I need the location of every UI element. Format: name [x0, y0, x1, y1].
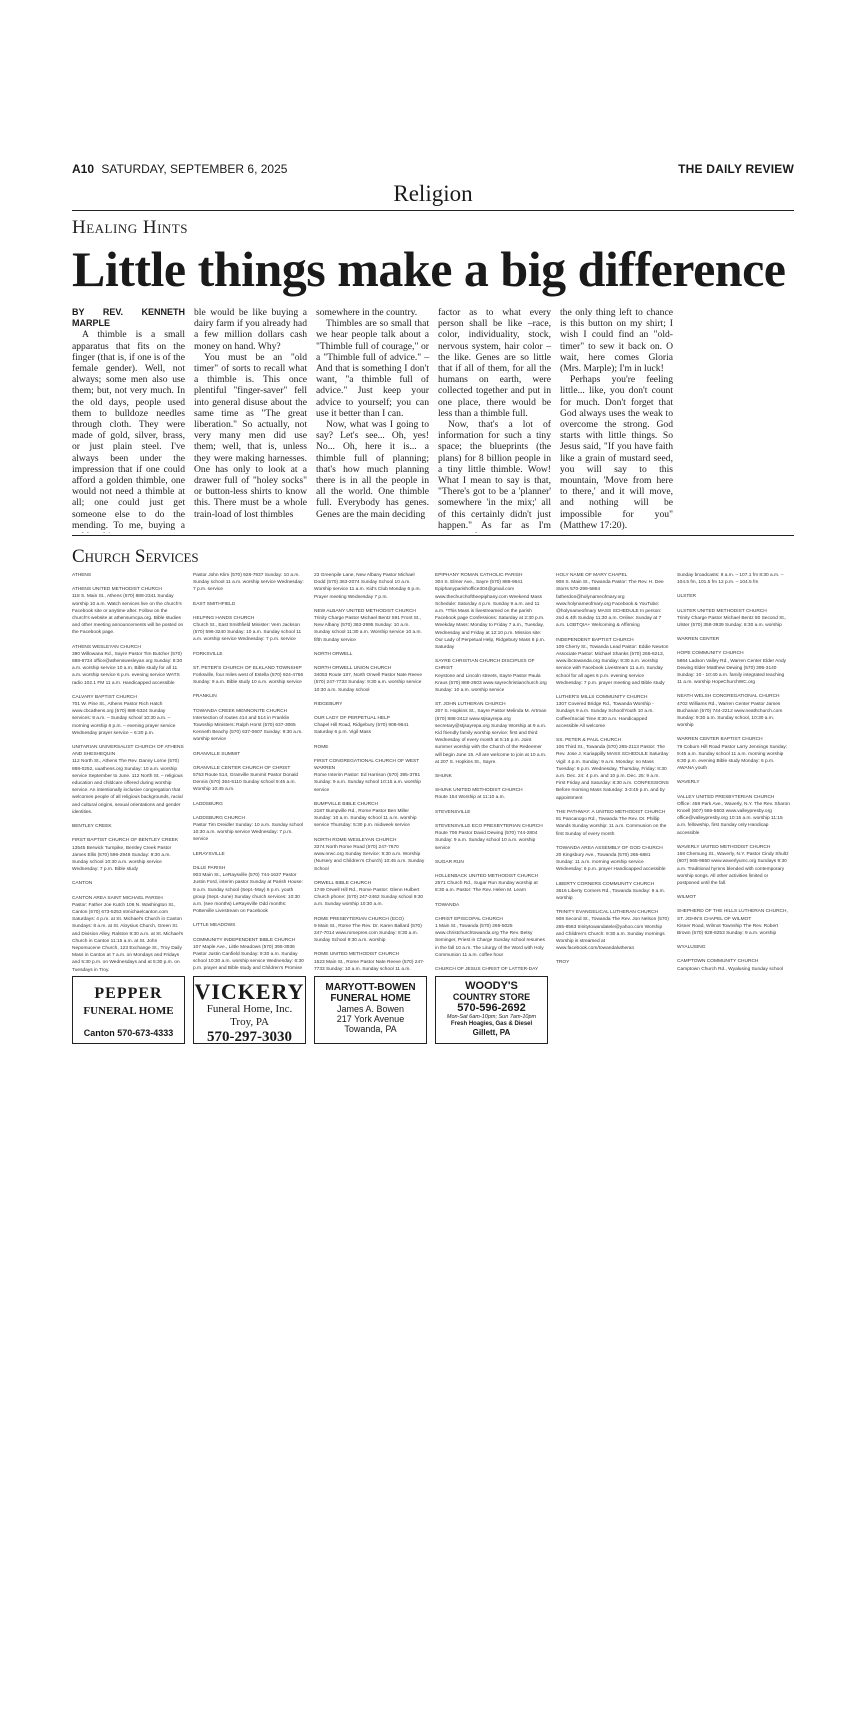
church-details: Trinity Charge Pastor Michael Bentz 591 Front St., New Albany (570) 363-2995 Sunday: 10 a.m. Sunday school 11:30 a.m. Worship service 10 a.m. fifth Sunday service — [314, 616, 422, 643]
church-entry — [314, 701, 427, 708]
church-entry — [193, 615, 306, 644]
section-rule — [72, 210, 794, 211]
listing-column — [435, 572, 548, 972]
church-entry — [314, 608, 427, 644]
church-name: ROME — [314, 744, 329, 750]
article-body — [72, 307, 794, 533]
church-name: EPIPHANY ROMAN CATHOLIC PARISH — [435, 573, 523, 578]
ad-person: James A. Bowen — [336, 1004, 405, 1014]
church-name: WYALUSING — [677, 945, 706, 951]
church-details: 1749 Orwell Hill Rd., Rome Pastor: Glenn Hulbert Church phone: (570) 247-2462 Sunday school 9:30 a.m. Sunday worship 10:30 a.m. — [314, 887, 424, 908]
church-entry — [314, 837, 427, 873]
church-entry — [435, 773, 548, 780]
article-paragraph: You must be an "old timer" of sorts to recall what a thimble is. This once plentiful "finger-saver" fell into general disuse about the same time as "The great liberation." So actually, not very many men did use them; well, that is, unless they were making harnesses. One has only to look at a drawer full of "holey socks" or button-less shirts to know this. There must be a whole train-load of lost thimbles — [194, 351, 307, 520]
church-entry — [193, 693, 306, 700]
listing-column — [193, 572, 306, 972]
church-entry — [677, 944, 790, 951]
church-name: LADDSBURG CHURCH — [193, 815, 245, 821]
article-column-4 — [438, 307, 551, 533]
church-entry — [193, 665, 306, 687]
church-entry — [314, 801, 427, 830]
church-name: ORWELL BIBLE CHURCH — [314, 880, 372, 886]
listing-column — [314, 572, 427, 972]
ad-phone: 570-673-4333 — [117, 1028, 174, 1038]
ad-name: VICKERY — [194, 979, 305, 1004]
church-name: LIBERTY CORNERS COMMUNITY CHURCH — [556, 881, 655, 887]
article-column-2 — [194, 307, 307, 533]
church-entry — [314, 651, 427, 658]
church-name: DILLE PARISH — [193, 865, 226, 871]
church-name: RIDGEBURY — [314, 701, 343, 707]
ad-town: Towanda, PA — [344, 1024, 397, 1034]
church-entry — [435, 902, 548, 909]
church-name: WAVERLY — [677, 780, 700, 786]
church-entry — [314, 744, 427, 751]
church-name: WARREN CENTER BAPTIST CHURCH — [677, 737, 763, 743]
church-listings — [72, 572, 794, 972]
church-details: 207 S. Hopkins St., Sayre Pastor Melinda M. Artman (570) 888-2412 www.stjsayrepa.org secretary@stjsayrepa.org Sunday Worship at 9 a.m. Kid friendly family worship service: first and third Wednesday of every month at 5:15 p.m. Joint summer worship with the Church of the Redeemer will begin June 15. All are welcome to join at 10 a.m. at 207 S. Hopkins St., Sayre. — [435, 709, 547, 765]
church-name: ROME UNITED METHODIST CHURCH — [314, 952, 400, 958]
church-entry — [193, 922, 306, 929]
church-name: GRANVILLE SUMMIT — [193, 751, 241, 757]
church-entry — [556, 845, 669, 874]
church-entry — [435, 809, 548, 816]
church-details: Chapel Hill Road, Ridgebury (570) 908-9641 Saturday 6 p.m. Vigil Mass — [314, 723, 409, 736]
church-entry — [193, 572, 306, 594]
church-details: 3616 Liberty Corners Rd., Towanda Sunday: 9 a.m. worship — [556, 888, 665, 901]
church-details: 5753 Route 514, Granville Summit Pastor Donald Dennis (570) 364-5110 Sunday school 9:45 a.m. Worship 10:45 a.m. — [193, 773, 299, 793]
church-details: Church St., East Smithfield Minister: Vern Jackson (570) 596-3240 Sunday: 10 a.m. Sunday school 11 a.m. worship service Wednesday: 7 p.m. service — [193, 623, 302, 643]
church-entry — [556, 694, 669, 730]
church-details: 118 S. Main St., Athens (570) 888-2341 Sunday worship 10 a.m. Watch services live on the church's Facebook site or anytime after. Follow on the church's website at athensumcpa.org. Bible studies and other meeting announcements will be posted on the Facebook page. — [72, 594, 184, 636]
ad-maryott-bowen — [314, 976, 427, 1044]
church-details: 13545 Berwick Turnpike, Bentley Creek Pastor James Ellis (570) 596-2948 Sunday: 9:30 a.m. Sunday school 10:30 a.m. worship service Wednesday: 7 p.m. Bible study — [72, 845, 172, 873]
church-name: STEVENSVILLE ECO PRESBYTERIAN CHURCH — [435, 823, 543, 829]
ad-name: PEPPER — [94, 985, 163, 1002]
church-name: INDEPENDENT BAPTIST CHURCH — [556, 637, 634, 643]
church-entry — [72, 572, 185, 579]
ad-contact — [73, 1028, 184, 1038]
church-name: CHURCH OF JESUS CHRIST OF LATTER-DAY — [435, 966, 539, 972]
church-name: UNITARIAN UNIVERSALIST CHURCH OF ATHENS AND SHESHEQUIN — [72, 745, 184, 758]
church-details: 20 Kingsbury Ave., Towanda (570) 265-6881 Sunday: 11 a.m. morning worship service Wednesday: 6 p.m. prayer Handicapped accessible — [556, 852, 666, 873]
church-details: Sunday broadcasts: 8 a.m. – 107.1 fm 8:30 a.m. – 104.5 fm, 101.5 fm 12 p.m. – 104.5 fm — [677, 573, 784, 586]
byline: BY REV. KENNETH MARPLE — [72, 307, 185, 329]
church-name: WARREN CENTER — [677, 637, 720, 643]
church-name: CAMPTOWN COMMUNITY CHURCH — [677, 959, 759, 965]
church-details: Intersection of routes 414 and 514 in Franklin Township Ministers: Ralph Horst (570) 637-3065 Kenneth Beachy (570) 637-0607 Sunday: 9:30 a.m. worship service — [193, 715, 303, 743]
listing-column — [72, 572, 185, 972]
church-details: 5864 Ladson Valley Rd., Warren Center Elder Andy Dewing Elder Matthew Dewing (570) 395-3140 Sunday: 10 - 10:40 a.m. family integrated teaching 11 a.m. worship HopeChurchWC.org — [677, 658, 787, 686]
church-name: LERAYSVILLE — [193, 851, 225, 857]
church-entry — [193, 708, 306, 744]
church-name: CHRIST EPISCOPAL CHURCH — [435, 916, 503, 922]
church-details: Kisner Road, Wilmot Township The Rev. Robert Brown (570) 928-8253 Sunday: 9 a.m. worship — [677, 923, 779, 936]
church-name: FIRST BAPTIST CHURCH OF BENTLEY CREEK — [72, 838, 179, 844]
ad-name: MARYOTT-BOWEN — [325, 982, 416, 993]
ad-town: Gillett, PA — [472, 1028, 511, 1037]
church-entry — [314, 758, 427, 794]
church-name: ATHENS — [72, 573, 92, 578]
church-entry — [435, 572, 548, 651]
church-name: WILMOT — [677, 895, 697, 901]
church-entry — [314, 916, 427, 945]
church-name: OUR LADY OF PERPETUAL HELP — [314, 716, 390, 722]
church-name: LADDSBURG — [193, 801, 223, 807]
paper-name: THE DAILY REVIEW — [678, 162, 794, 176]
church-details: 1307 Covered Bridge Rd., Towanda Worship - Sundays 9 a.m. Sunday School/Youth 10 a.m. Coffee/Social Time 8:30 a.m. Handicapped accessible All welcome — [556, 702, 654, 729]
issue-date: SATURDAY, SEPTEMBER 6, 2025 — [101, 162, 288, 176]
ad-address: 217 York Avenue — [336, 1014, 405, 1024]
church-details: 34053 Route 187, North Orwell Pastor Nate Reeve (570) 247-7733 Sunday: 9:30 a.m. worship service 10:30 a.m. Sunday school — [314, 673, 422, 693]
church-details: 112 North St., Athens The Rev. Danny Lorne (570) 888-0252, uuathens.org Sunday: 10 a.m. worship service September to June. 112 North St. – religious education and childcare offered during worship service. An intentionally inclusive congregation that welcomes people of all religious backgrounds, racial and cultural origins, sexual orientations and gender identities. — [72, 759, 183, 815]
church-services-title: Church Services — [72, 546, 199, 567]
church-name: ATHENS WESLEYAN CHURCH — [72, 644, 141, 650]
church-details: 158 Chemung St., Waverly, N.Y. Pastor Cindy Shultz (607) 565-9650 www.waverlyumc.org Sundays 9:30 a.m. Traditional hymns blended with contemporary worship songs. All other activities limited or postponed until the fall. — [677, 852, 789, 886]
church-entry — [435, 873, 548, 895]
church-entry — [193, 651, 306, 658]
church-entry — [677, 572, 790, 586]
church-entry — [677, 894, 790, 901]
ad-subtitle: Funeral Home, Inc. — [206, 1003, 293, 1015]
church-name: STEVENSVILLE — [435, 809, 471, 815]
church-name: ROME PRESBYTERIAN CHURCH (ECO) — [314, 916, 404, 922]
ad-tagline: Fresh Hoagies, Gas & Diesel — [450, 1021, 533, 1027]
article-paragraph: Perhaps you're feeling little... like, you don't count for much. Don't forget that God always uses the weak to overcome the strong. God starts with little things. So Jesus said, "If you have faith like a grain of mustard seed, you will say to this mountain, 'Move from here to there,' and it will move, and nothing will be impossible for you" (Matthew 17:20). — [560, 374, 673, 531]
church-entry — [193, 765, 306, 794]
church-name: COMMUNITY INDEPENDENT BIBLE CHURCH — [193, 937, 296, 943]
church-entry — [435, 823, 548, 852]
church-details: 1523 Main St., Rome Pastor Nate Reeve (570) 247-7733 Sunday: 10 a.m. Sunday school 11 a.m. — [314, 959, 425, 972]
church-entry — [72, 837, 185, 873]
church-entry — [72, 895, 185, 972]
column-kicker: Healing Hints — [72, 217, 188, 238]
church-entry — [677, 794, 790, 837]
ad-hours: Mon-Sat 6am-10pm; Sun 7am-10pm — [446, 1014, 537, 1020]
church-name: FIRST CONGREGATIONAL CHURCH OF WEST WARREN — [314, 758, 420, 772]
church-name: BUMPVILLE BIBLE CHURCH — [314, 801, 378, 807]
church-name: ULSTER UNITED METHODIST CHURCH — [677, 608, 767, 614]
church-name: TOWANDA AREA ASSEMBLY OF GOD CHURCH — [556, 845, 663, 851]
church-details: Route 154 Worship at 11:10 a.m. — [435, 795, 505, 801]
article-paragraph: A thimble is a small apparatus that fits on the finger (that is, if one is of the female gender). Well, not always; some men also use them; but, not very much. In the old days, people used them to bulldoze needles through cloth. They were made of gold, silver, brass, or just plain steel. I've always been under the impression that if one could afford a golden thimble, one would not need a thimble at all; one could just get someone else to do the mending. To me, buying a — [72, 329, 185, 531]
church-details: 1 Main St., Towanda (570) 265-5025 www.christchurchtowanda.org The Rev. Betsy Seminger, Priest in Charge Sunday school resumes in the fall 10 a.m. The Liturgy of the Word with Holy Communion 11 a.m. coffee hour — [435, 923, 545, 958]
church-entry — [435, 701, 548, 766]
church-entry — [677, 608, 790, 630]
church-entry — [72, 586, 185, 636]
church-name: FORKSVILLE — [193, 651, 223, 657]
ad-phone: 570-297-3030 — [207, 1029, 292, 1044]
church-entry — [193, 801, 306, 808]
masthead — [72, 160, 794, 176]
church-name: NORTH ORWELL — [314, 651, 353, 657]
church-details: 701 W. Pine St., Athens Pastor Rich Hatch www.cbcathens.org (570) 888-5324 Sunday services: 9 a.m. – Sunday school 10:30 a.m. – morning worship 6 p.m. – evening prayer service Wednesday prayer service – 6:30 p.m. — [72, 702, 176, 736]
church-name: HELPING HANDS CHURCH — [193, 615, 255, 621]
church-entry — [677, 908, 790, 937]
church-name: NEATH WELSH CONGREGATIONAL CHURCH — [677, 694, 780, 700]
church-name: ST. JOHN LUTHERAN CHURCH — [435, 702, 506, 708]
church-entry — [314, 715, 427, 737]
church-entry — [556, 809, 669, 838]
church-name: ATHENS UNITED METHODIST CHURCH — [72, 587, 162, 593]
ad-phone: 570-596-2692 — [457, 1002, 526, 1014]
church-entry — [314, 880, 427, 909]
church-name: THE PATHWAY: A UNITED METHODIST CHURCH — [556, 809, 666, 815]
listing-column — [556, 572, 669, 972]
ads-row — [72, 976, 794, 1046]
church-details: 3374 North Rome Road (570) 247-7670 www.nrwc.org Sunday Service: 9:30 a.m. Worship (Nursery and Children's Church) 10:45 a.m. Sunday School — [314, 844, 425, 872]
church-name: BENTLEY CREEK — [72, 824, 112, 830]
church-entry — [193, 751, 306, 758]
article-paragraph: ble would be like buying a dairy farm if you already had a few million dollars cash money on hand. Why? — [194, 307, 307, 352]
church-details: Camptown Church Rd., Wyalusing Sunday school — [677, 966, 784, 972]
article-paragraph: the only thing left to chance is this button on my shirt; I wish I could find an "old-timer" to sew it back on. O wait, here comes Gloria (Mrs. Marple); I'm in luck! — [560, 307, 673, 375]
church-details: 81 Pancanogo Rd., Towanda The Rev. Dr. Phillip Wands Sunday worship: 11 a.m. Communion on the first Sunday of every month — [556, 817, 667, 837]
church-entry — [72, 644, 185, 687]
ad-name: WOODY'S — [465, 980, 518, 992]
church-details: 9 Main St., Rome The Rev. Dr. Karen Ballard (570) 247-7014 www.romepres.com Sunday: 8:30 a.m. Sunday School 9:30 a.m. worship — [314, 923, 422, 944]
church-details: 908 Second St., Towanda The Rev. Jon Nelson (570) 265-8563 trinitytowandatele@yahoo.com Worship and Children's Church: 9:30 a.m. Sunday mornings Worship is streamed at www.facebook.com/towandalutheran — [556, 917, 669, 952]
church-details: 109 Cherry St., Towanda Lead Pastor: Eddie Newton Associate Pastor: Michael Shanks (570) 265-6213, www.ibctowanda.org Sunday: 9:30 a.m. worship service with Facebook Livestream 11 a.m. Sunday school for all ages 6 p.m. evening service Wednesday: 7 p.m. prayer meeting and Bible study — [556, 644, 669, 686]
church-details: 4702 Williams Rd., Warren Center Pastor James Buchanan (570) 744-2212 www.neathchurch.com Sunday: 9:30 a.m. Sunday school, 10:30 a.m. worship — [677, 701, 783, 729]
article-column-1 — [72, 307, 185, 533]
ad-pepper-funeral-home — [72, 976, 185, 1044]
ad-subtitle: FUNERAL HOME — [83, 1005, 174, 1017]
church-entry — [72, 880, 185, 887]
church-entry — [314, 951, 427, 972]
church-details: Office: 459 Park Ave., Waverly, N.Y. The Rev. Sharon Knoell (607) 565-5603 www.valleypresby.org office@valleypresby.org 10:15 a.m. worship 11:15 a.m. fellowship, first Sunday only Handicap accessible — [677, 801, 790, 836]
church-entry — [677, 693, 790, 729]
church-name: NORTH ROME WESLEYAN CHURCH — [314, 837, 397, 843]
church-details: Route 706 Pastor David Dewing (570) 744-2804 Sunday: 9 a.m. Sunday school 10 a.m. worship service — [435, 831, 538, 851]
church-name: NEW ALBANY UNITED METHODIST CHURCH — [314, 608, 416, 614]
article-paragraph: factor as to what every person shall be like –race, color, individuality, stock, nervous system, hair color –the like. Genes are so little that if all of them, for all the humans on earth, were collected together and put in one place, there would be less than a thimble full. — [438, 307, 551, 419]
church-details: Pastor Tim Dreidler Sunday: 10 a.m. Sunday school 10:30 a.m. worship service Wednesday: 7 p.m. service — [193, 823, 304, 843]
church-name: LUTHER'S MILLS COMMUNITY CHURCH — [556, 695, 648, 701]
church-entry — [435, 916, 548, 959]
church-entry — [193, 601, 306, 608]
church-entry — [677, 736, 790, 772]
church-name: WAVERLY UNITED METHODIST CHURCH — [677, 844, 771, 850]
church-details: Trinity Charge Pastor Michael Bentz 80 Second St., Ulster (570) 358-3939 Sunday: 8:30 a.m. worship — [677, 615, 787, 629]
ad-town: Canton — [83, 1028, 115, 1038]
article-paragraph: Now, that's a lot of information for such a tiny space; the blueprints (the plans) for 8 billion people in a tiny little thimble. Wow! What I mean to say is that, "There's got to be a 'planner' somewhere 'in the mix;' all of this certainly didn't just happen." As far as I'm — [438, 419, 551, 531]
church-entry — [435, 787, 548, 801]
church-name: EAST SMITHFIELD — [193, 601, 236, 607]
church-entry — [72, 823, 185, 830]
church-name: TROY — [556, 960, 570, 966]
article-paragraph: Now, what was I going to say? Let's see... Oh, yes! No... Oh, here it is... a thimble full of planning; that's how much planning there is in all the people in all the world. One thimble full. Everybody has genes. Genes are the main deciding — [316, 419, 429, 520]
church-name: TOWANDA CREEK MENNONITE CHURCH — [193, 708, 288, 714]
church-details: 79 Coburn Hill Road Pastor Larry Jennings Sunday: 9:45 a.m. Sunday school 11 a.m. morning worship 6:30 p.m. evening Bible study Monday: 6 p.m. AWANA youth — [677, 744, 788, 772]
church-name: TRINITY EVANGELICAL LUTHERAN CHURCH — [556, 910, 658, 916]
church-entry — [677, 779, 790, 786]
church-name: ULSTER — [677, 594, 696, 600]
church-name: LITTLE MEADOWS — [193, 923, 236, 929]
church-entry — [556, 881, 669, 903]
church-entry — [677, 958, 790, 972]
church-entry — [556, 959, 669, 966]
church-details: 903 Main St., LeRaysville (570) 744-1637 Pastor Justin Ford, interim pastor Sunday at Parish House: 9 a.m. Sunday school (Sept.-May) 6 p.m. youth group (Sept.-June) Sunday church services: 10:30 a.m. (see months) LeRaysville Odd months: Potterville Livestream on Facebook — [193, 873, 303, 915]
church-name: SUGAR RUN — [435, 859, 464, 865]
church-details: 106 Third St., Towanda (570) 265-2113 Pastor: The Rev. Jose J. Kuriappilly MASS SCHEDULE Saturday Vigil: 4 p.m. Sunday: 9 a.m. Monday: no Mass Tuesday: 6 p.m. Wednesday, Thursday, Friday: 8:30 a.m. Dec. 24: 4 p.m. and 10 p.m. Dec. 25: 9 a.m. First Friday and Saturday: 8:30 a.m. CONFESSIONS Before morning Mass Saturday: 3-3:45 p.m. and by appointment — [556, 745, 669, 801]
church-details: 2187 Bumpville Rd., Rome Pastor Ben Miller Sunday: 10 a.m. Sunday school 11 a.m. worship service Thursday: 5:30 p.m. midweek service — [314, 809, 417, 829]
church-entry — [677, 636, 790, 643]
church-name: SHEPHERD OF THE HILLS LUTHERAN CHURCH, ST. JOHN'S CHAPEL OF WILMOT — [677, 909, 788, 922]
church-entry — [193, 937, 306, 972]
church-entry — [556, 737, 669, 802]
church-details: 107 Maple Ave., Little Meadows (570) 395-3936 Pastor Justin Canfield Sunday: 9:30 a.m. Sunday school 10:30 a.m. worship service Wednesday: 6:30 p.m. prayer and Bible study and Children's Promise — [193, 944, 304, 972]
church-entry — [677, 593, 790, 600]
ad-town: Troy, PA — [230, 1016, 269, 1028]
article-column-3 — [316, 307, 429, 533]
newspaper-page — [72, 160, 794, 1046]
church-entry — [314, 572, 427, 601]
church-details: Forksville, four miles west of Estella (570) 924-4766 Sunday: 9 a.m. Bible study 10 a.m. worship service — [193, 673, 304, 686]
church-entry — [193, 851, 306, 858]
article-column-5 — [560, 307, 673, 533]
headline: Little things make a big difference — [72, 241, 786, 297]
church-details: Pastor: Father Joe Kutch 106 N. Washington St., Canton (570) 673-5253 stmichaelcanton.com Saturdays: 4 p.m. at St. Michael's Church in Canton Sundays: 8 a.m. at St. Aloysius Church, Green St. and Division Alley, Ralston 9:30 a.m. at St. Michael's Church in Canton 11:15 a.m. at St. John Nepomucene Church, 123 Exchange St., Troy Daily Mass in Canton at 7 a.m. on Mondays and Fridays and 5:30 p.m. on Wednesdays and at 5:30 p.m. on Tuesdays in Troy. — [72, 902, 184, 972]
church-details: 304 S. Elmer Ave., Sayre (570) 888-9641 Epiphanyparishoffice304@gmail.com www.thechurchoftheepiphany.com Weekend Mass Schedule: Saturday 4 p.m. Sunday 9 a.m. and 11 a.m. *This Mass is livestreamed on the parish Facebook page Confessions: Saturday at 2:30 p.m. Weekday Mass: Monday to Friday 7 a.m., Tuesday, Wednesday and Friday at 12:10 p.m. Mission site: Our Lady of Perpetual Help, Ridgebury Mass 6 p.m. Saturday — [435, 580, 546, 651]
church-name: CALVARY BAPTIST CHURCH — [72, 694, 137, 700]
church-entry — [435, 859, 548, 866]
church-entry — [556, 637, 669, 687]
church-name: SS. PETER & PAUL CHURCH — [556, 738, 622, 744]
ad-subtitle: FUNERAL HOME — [330, 993, 411, 1004]
church-details: Keystone and Lincoln streets, Sayre Pastor Paula Kraus (570) 888-2603 www.sayrechristianchurch.org Sunday: 10 a.m. worship service — [435, 673, 547, 694]
church-entry — [677, 650, 790, 686]
church-name: SHUNK — [435, 774, 452, 780]
church-entry — [556, 909, 669, 952]
church-name: CANTON — [72, 881, 93, 887]
church-name: SAYRE CHRISTIAN CHURCH DISCIPLES OF CHRIST — [435, 659, 535, 672]
church-name: HOLLENBACK UNITED METHODIST CHURCH — [435, 873, 539, 879]
church-name: ST. PETER'S CHURCH OF ELKLAND TOWNSHIP — [193, 665, 302, 671]
church-name: FRANKLIN — [193, 694, 217, 700]
church-details: 23 Greenpile Lane, New Albany Pastor Michael Dodd (570) 363-2074 Sunday School 10 a.m. Worship service 11 a.m. Kid's Club Monday 6 p.m. Prayer meeting Wednesday 7 p.m. — [314, 573, 421, 600]
church-entry — [677, 844, 790, 887]
church-name: NORTH ORWELL UNION CHURCH — [314, 666, 392, 672]
page-number: A10 — [72, 162, 95, 176]
church-details: Pastor John Klim (570) 928-7937 Sunday: 10 a.m. Sunday school 11 a.m. worship service Wednesday: 7 p.m. service — [193, 573, 304, 593]
church-name: HOLY NAME OF MARY CHAPEL — [556, 573, 628, 578]
church-entry — [72, 744, 185, 816]
church-name: VALLEY UNITED PRESBYTERIAN CHURCH — [677, 794, 775, 800]
services-rule — [72, 535, 794, 536]
article-paragraph: Thimbles are so small that we hear people talk about a "Thimble full of courage," or a "Thimble full of advice." –And that is something I don't want, "a thimble full of advice." Just keep your advice to yourself; you can use it better than I can. — [316, 318, 429, 419]
church-entry — [314, 665, 427, 694]
church-entry — [435, 966, 548, 972]
listing-column — [677, 572, 790, 972]
church-entry — [72, 694, 185, 737]
section-title: Religion — [393, 181, 473, 206]
church-entry — [435, 658, 548, 694]
church-name: HOPE COMMUNITY CHURCH — [677, 651, 744, 657]
ad-subtitle: COUNTRY STORE — [452, 992, 531, 1002]
church-details: Rome Interim Pastor: Ed Harrison (570) 395-3781 Sunday: 9 a.m. Sunday school 10:15 a.m. worship service — [314, 773, 421, 793]
church-name: GRANVILLE CENTER CHURCH OF CHRIST — [193, 765, 291, 771]
church-details: 2571 Church Rd., Sugar Run Sunday worship at 8:30 a.m. Pastor: The Rev. Helen M. Learn — [435, 881, 538, 894]
church-entry — [193, 815, 306, 844]
article-paragraph: somewhere in the country. — [316, 307, 418, 318]
ad-vickery-funeral-home — [193, 976, 306, 1044]
masthead-left — [72, 162, 287, 176]
church-name: TOWANDA — [435, 902, 460, 908]
church-details: 390 Willowana Rd., Sayre Pastor Tim Butcher (570) 888-6734 office@athenswesleyan.org Sunday: 8:30 a.m. worship service 10 a.m. Bible study for all 11 a.m. worship service 6 p.m. evening service WATS radio 102.1 FM 11 a.m. Handicapped accessible — [72, 651, 183, 686]
church-name: CANTON AREA SAINT MICHAEL PARISH — [72, 895, 163, 901]
church-entry — [556, 572, 669, 630]
church-details: 908 S. Main St., Towanda Pastor: The Rev. H. Dee Storrs 570-299-5864 fatherdon@holynameofmary.org www.holynameofmary.org Facebook & YouTube: @holynameofmary MASS SCHEDULE In person: 2nd & 4th Sunday 11:30 a.m. Online: Sunday at 7 a.m. LGBTQIA+ Welcoming & Affirming — [556, 580, 664, 629]
church-entry — [193, 865, 306, 915]
church-name: SHUNK UNITED METHODIST CHURCH — [435, 788, 523, 794]
ad-woodys-country-store — [435, 976, 548, 1044]
